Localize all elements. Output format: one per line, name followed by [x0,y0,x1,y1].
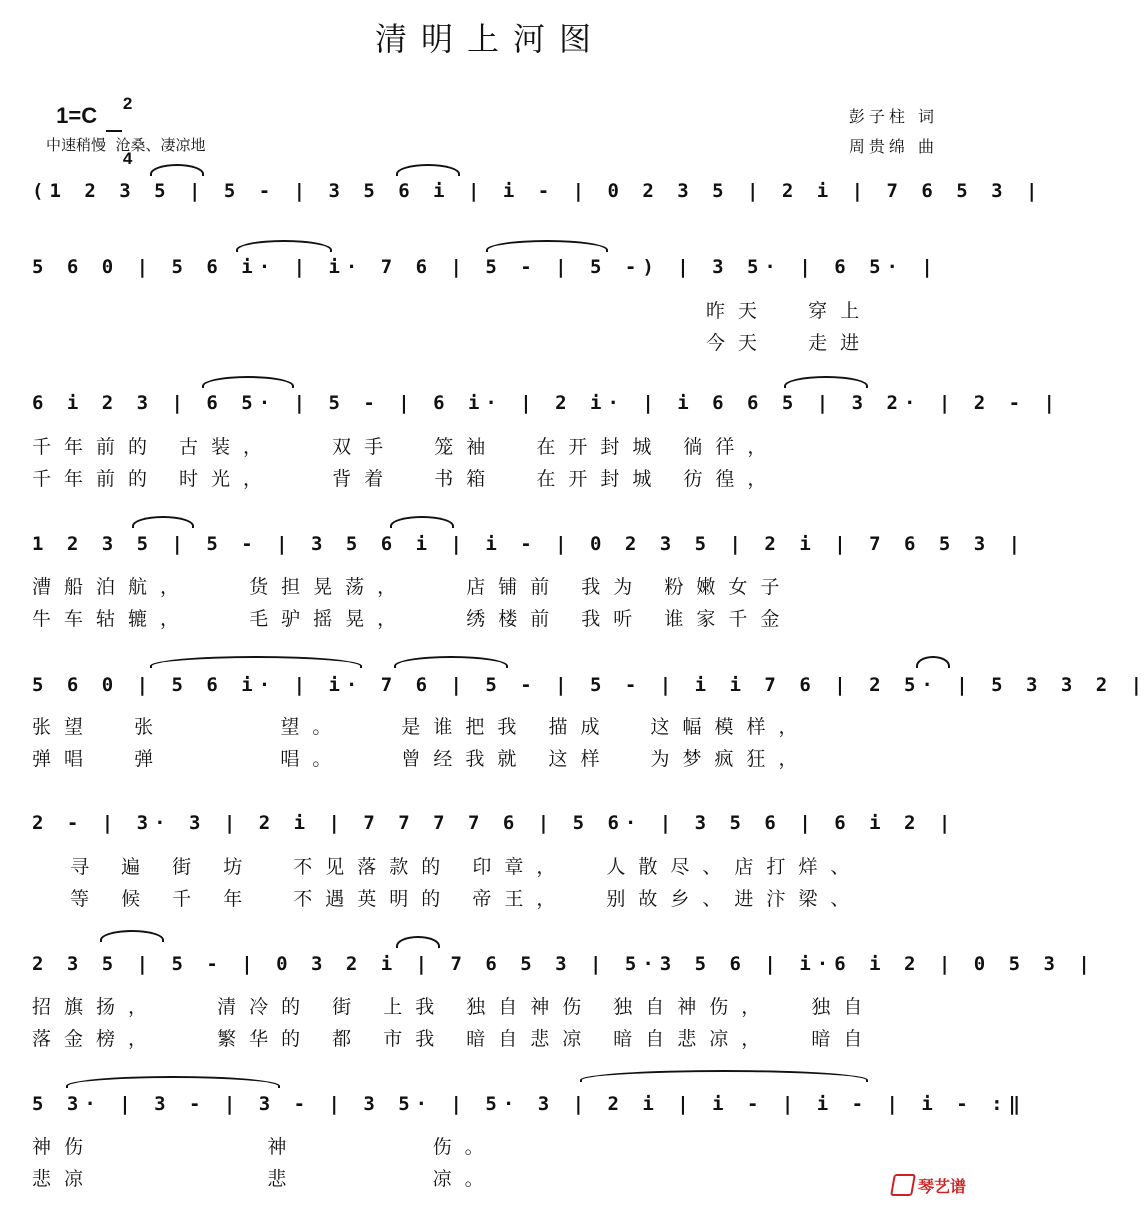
meter-numerator: 2 [122,94,133,113]
slur-mark [236,240,332,252]
slur-mark [784,376,868,388]
notation-line: 5 3· | 3 - | 3 - | 3 5· | 5· 3 | 2 i | i - | i - | i - :‖ [32,1093,1027,1115]
lyric-line: 张望 张 望。 是谁把我 描成 这幅模样， [32,716,811,738]
time-signature [104,78,133,184]
lyric-line: 牛车轱辘， 毛驴摇晃， 绣楼前 我听 谁家千金 [32,608,793,630]
slur-mark [394,656,508,668]
site-watermark [892,1174,966,1197]
lyric-line: 今天 走进 [706,332,873,354]
lyric-line: 神伤 神 伤。 [32,1136,497,1158]
notation-line: 2 - | 3· 3 | 2 i | 7 7 7 7 6 | 5 6· | 3 5 6 | 6 i 2 | [32,812,957,834]
slur-mark [100,930,164,942]
slur-mark [396,164,460,176]
lyric-line: 等 候 千 年 不遇英明的 帝王， 别故乡、进汴梁、 [32,888,863,910]
watermark-text: 琴艺谱 [917,1177,966,1196]
lyric-line: 千年前的 古装， 双手 笼袖 在开封城 徜徉， [32,436,780,458]
tempo-marking: 中速稍慢 沧桑、凄凉地 [46,136,206,154]
slur-mark [396,936,440,948]
slur-mark [66,1076,280,1088]
key-text: 1=C [56,103,98,128]
notation-line: (1 2 3 5 | 5 - | 3 5 6 i | i - | 0 2 3 5 | 2 i | 7 6 5 3 | [32,180,1044,202]
notation-line: 6 i 2 3 | 6 5· | 5 - | 6 i· | 2 i· | i 6 6 5 | 3 2· | 2 - | [32,392,1061,414]
lyric-line: 悲凉 悲 凉。 [32,1168,497,1190]
composer-credit: 周贵绵 曲 [848,137,938,156]
song-title: 清明上河图 [374,20,605,58]
slur-mark [390,516,454,528]
notation-line: 2 3 5 | 5 - | 0 3 2 i | 7 6 5 3 | 5·3 5 6 | i·6 i 2 | 0 5 3 | [32,953,1096,975]
slur-mark [150,656,362,668]
notation-line: 5 6 0 | 5 6 i· | i· 7 6 | 5 - | 5 -) | 3 5· | 6 5· | [32,256,939,278]
slur-mark [202,376,294,388]
logo-icon [890,1174,916,1196]
notation-line: 1 2 3 5 | 5 - | 3 5 6 i | i - | 0 2 3 5 | 2 i | 7 6 5 3 | [32,533,1027,555]
lyric-line: 落金榜， 繁华的 都 市我 暗自悲凉 暗自悲凉， 暗自 [32,1028,876,1050]
meter-denominator: 4 [122,149,133,168]
slur-mark [132,516,194,528]
lyric-line: 寻 遍 街 坊 不见落款的 印章， 人散尽、店打烊、 [32,856,863,878]
lyricist-credit: 彭子柱 词 [848,107,938,126]
lyric-line: 招旗扬， 清冷的 街 上我 独自神伤 独自神伤， 独自 [32,996,876,1018]
slur-mark [486,240,608,252]
lyric-line: 弹唱 弹 唱。 曾经我就 这样 为梦疯狂， [32,748,811,770]
lyric-line: 千年前的 时光， 背着 书箱 在开封城 彷徨， [32,468,780,490]
slur-mark [580,1070,868,1082]
slur-mark [150,164,204,176]
lyric-line: 漕船泊航， 货担晃荡， 店铺前 我为 粉嫩女子 [32,576,793,598]
notation-line: 5 6 0 | 5 6 i· | i· 7 6 | 5 - | 5 - | i i 7 6 | 2 5· | 5 3 3 2 | [32,674,1148,696]
lyric-line: 昨天 穿上 [706,300,873,322]
slur-mark [916,656,950,668]
